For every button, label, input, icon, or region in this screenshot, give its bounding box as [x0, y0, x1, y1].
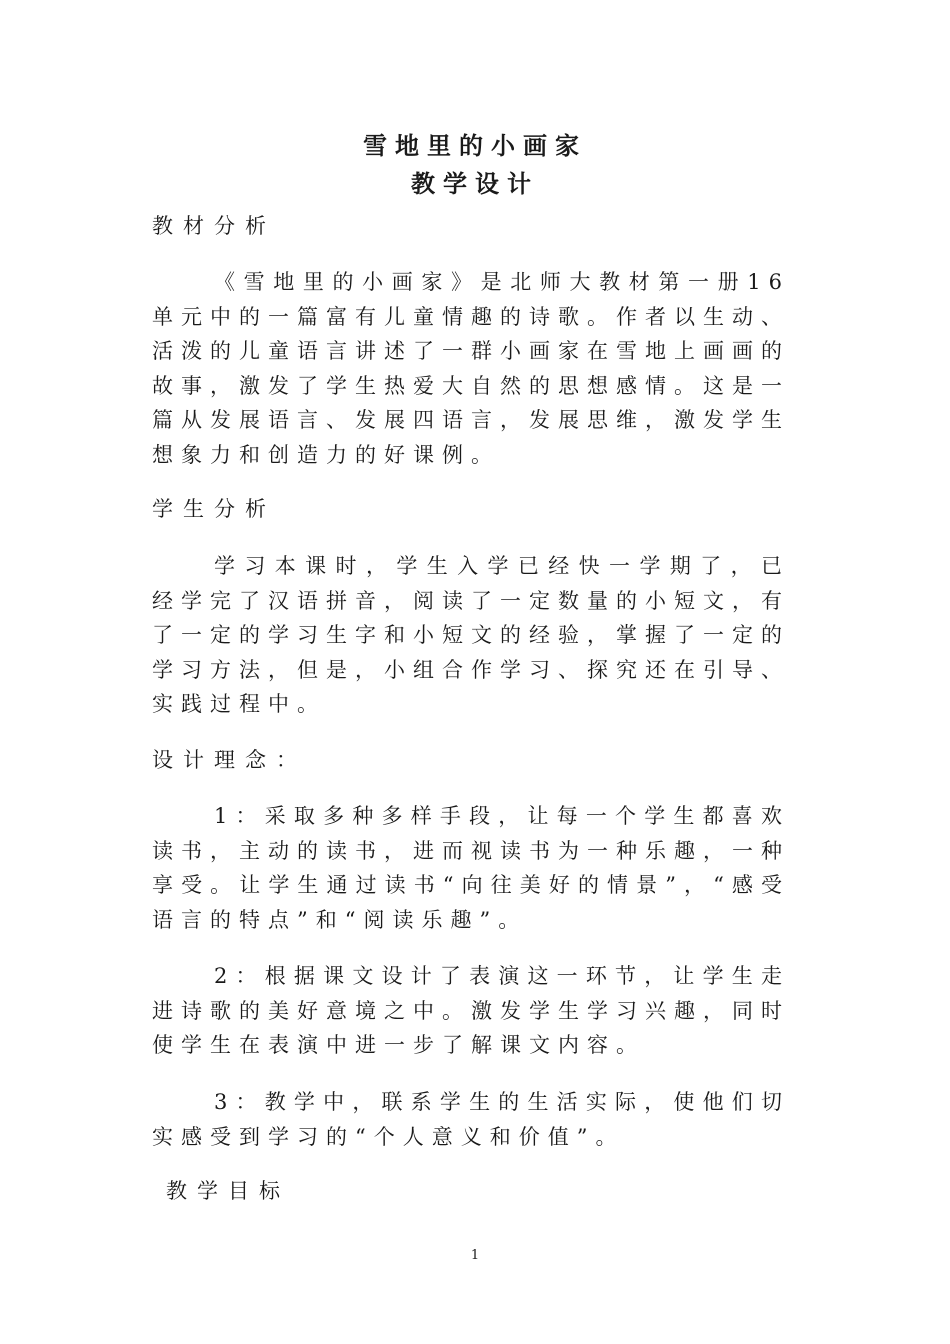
paragraph-student-analysis: 学习本课时，学生入学已经快一学期了，已经学完了汉语拼音，阅读了一定数量的小短文，有了一定的学习生字和小短文的经验，掌握了一定的学习方法，但是，小组合作学习、探究还在引导、实践过程中。 — [152, 554, 790, 716]
paragraph-design-concept-3: 3：教学中，联系学生的生活实际，使他们切实感受到学习的“个人意义和价值”。 — [152, 1090, 790, 1149]
section-heading-textbook-analysis: 教材分析 — [152, 214, 276, 238]
document-title: 雪地里的小画家 — [363, 131, 587, 160]
document-subtitle: 教学设计 — [411, 169, 539, 198]
section-heading-teaching-goals: 教学目标 — [166, 1179, 290, 1203]
paragraph-textbook-analysis: 《雪地里的小画家》是北师大教材第一册16单元中的一篇富有儿童情趣的诗歌。作者以生动、活泼的儿童语言讲述了一群小画家在雪地上画画的故事，激发了学生热爱大自然的思想感情。这是一篇从发展语言、发展四语言，发展思维，激发学生想象力和创造力的好课例。 — [152, 270, 790, 467]
paragraph-design-concept-2: 2：根据课文设计了表演这一环节，让学生走进诗歌的美好意境之中。激发学生学习兴趣，同时使学生在表演中进一步了解课文内容。 — [152, 964, 790, 1057]
section-heading-student-analysis: 学生分析 — [152, 497, 276, 521]
page-number: 1 — [470, 1248, 480, 1263]
paragraph-design-concept-1: 1：采取多种多样手段，让每一个学生都喜欢读书，主动的读书，进而视读书为一种乐趣，一种享受。让学生通过读书“向往美好的情景”，“感受语言的特点”和“阅读乐趣”。 — [152, 804, 790, 932]
section-heading-design-concept: 设计理念： — [152, 748, 307, 772]
